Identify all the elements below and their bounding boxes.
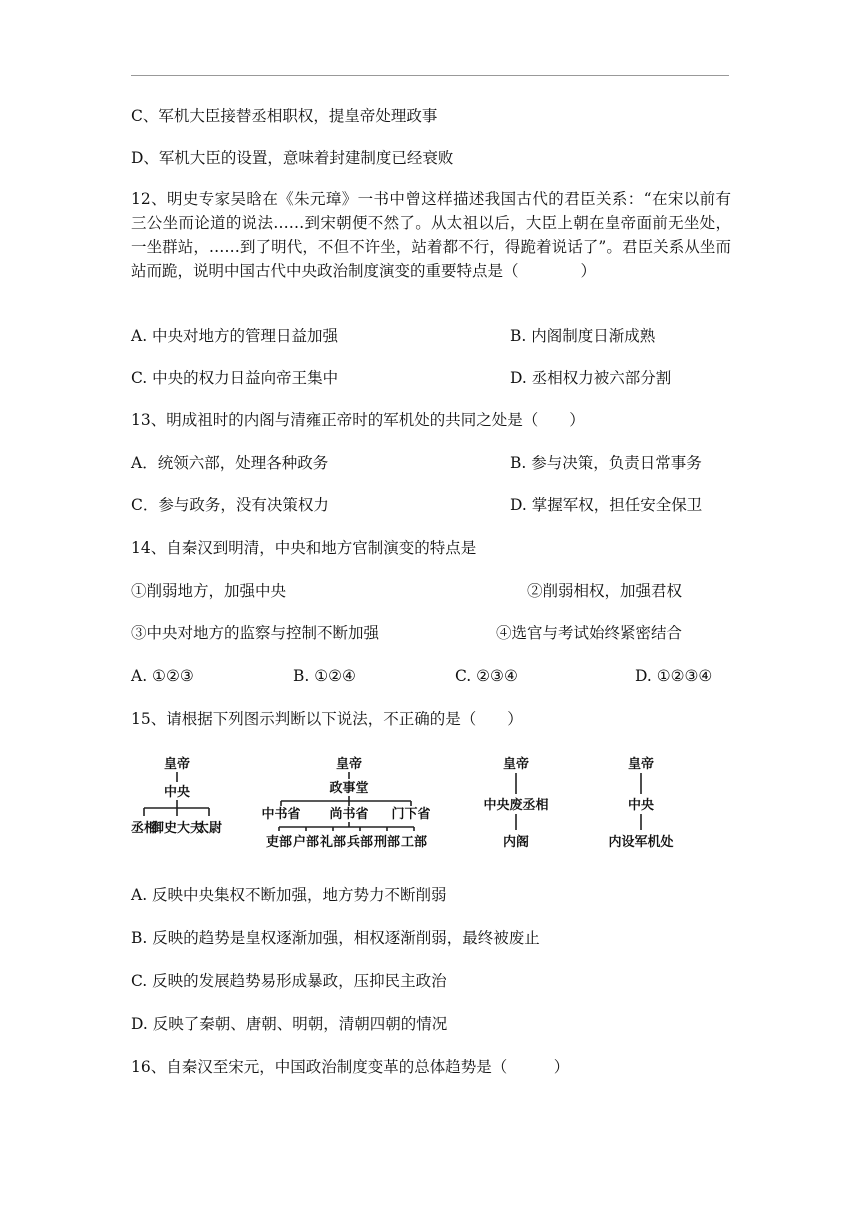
diagram-ming [483,756,548,850]
d2-ministry-revenue: 户部 [292,835,320,850]
d2-chancellery: 门下省 [391,807,431,822]
d4-emperor: 皇帝 [627,757,655,772]
q14-item-1: ①削弱地方，加强中央 [131,582,287,600]
d2-ministry-rites: 礼部 [319,835,347,850]
header-rule [131,75,729,76]
q14-item-2: ②削弱相权，加强君权 [527,582,683,600]
d4-central: 中央 [627,798,655,813]
d3-emperor: 皇帝 [502,757,530,772]
q14-option-a: A. ①②③ [131,667,194,685]
d1-central: 中央 [163,785,191,800]
d1-censor: 御史大夫 [150,821,204,836]
d2-emperor: 皇帝 [335,757,363,772]
d1-chancellor: 丞相 [131,821,158,836]
q15-option-d: D. 反映了秦朝、唐朝、明朝，清朝四朝的情况 [131,1015,448,1033]
diagram-tang [261,756,430,850]
d3-central: 中央废丞相 [483,798,549,813]
d2-ministry-works: 工部 [400,835,428,850]
q12-option-a: A. 中央对地方的管理日益加强 [131,327,339,345]
q12-option-b: B. 内阁制度日渐成熟 [510,327,656,345]
d2-council: 政事堂 [329,781,369,796]
q13-option-c: C．参与政务，没有决策权力 [131,496,329,514]
diagram-qing [608,756,673,850]
diagram-qin-han [131,756,222,836]
q15-option-a: A. 反映中央集权不断加强，地方势力不断削弱 [131,886,447,904]
q12-option-c: C. 中央的权力日益向帝王集中 [131,369,339,387]
q14-item-4: ④选官与考试始终紧密结合 [496,624,683,642]
d2-ministry-personnel: 吏部 [265,835,293,850]
d2-ministry-justice: 刑部 [373,835,401,850]
q14-option-d: D. ①②③④ [635,667,713,685]
d2-secretariat: 中书省 [261,807,301,822]
d2-department-of-state: 尚书省 [329,807,369,822]
q16-stem: 16、自秦汉至宋元，中国政治制度变革的总体趋势是（ ） [131,1058,570,1076]
q15-option-c: C. 反映的发展趋势易形成暴政，压抑民主政治 [131,972,447,990]
d2-ministry-war: 兵部 [346,835,374,850]
q11-option-d: D、军机大臣的设置，意味着封建制度已经衰败 [131,149,454,167]
q15-option-b: B. 反映的趋势是皇权逐渐加强，相权逐渐削弱，最终被废止 [131,929,540,947]
q11-option-c: C、军机大臣接替丞相职权，提皇帝处理政事 [131,107,438,125]
q15-stem: 15、请根据下列图示判断以下说法，不正确的是（ ） [131,710,523,728]
q14-stem: 14、自秦汉到明清，中央和地方官制演变的特点是 [131,539,477,557]
d3-grand-secretariat: 内阁 [502,835,530,850]
q12-stem: 12、明史专家吴晗在《朱元璋》一书中曾这样描述我国古代的君臣关系：“在宋以前有三公坐而论道的说法……到宋朝便不然了。从太祖以后，大臣上朝在皇帝面前无坐处，一坐群站，……到了明代，不但不许坐，站着都不行，得跪着说话了”。君臣关系从坐而站而跪，说明中国古代中央政治制度演变的重要特点是（ ） [131,190,731,280]
d4-grand-council: 内设军机处 [608,835,674,850]
q15-diagram [131,752,691,862]
q13-option-b: B. 参与决策，负责日常事务 [510,454,702,472]
q13-option-d: D. 掌握军权，担任安全保卫 [510,496,703,514]
q13-stem: 13、明成祖时的内阁与清雍正帝时的军机处的共同之处是（ ） [131,411,585,429]
q14-option-b: B. ①②④ [293,667,356,685]
d1-commandant: 太尉 [195,821,223,836]
q14-item-3: ③中央对地方的监察与控制不断加强 [131,624,380,642]
d1-emperor: 皇帝 [163,757,191,772]
q13-option-a: A．统领六部，处理各种政务 [131,454,329,472]
q14-option-c: C. ②③④ [455,667,518,685]
q12-option-d: D. 丞相权力被六部分割 [510,369,672,387]
